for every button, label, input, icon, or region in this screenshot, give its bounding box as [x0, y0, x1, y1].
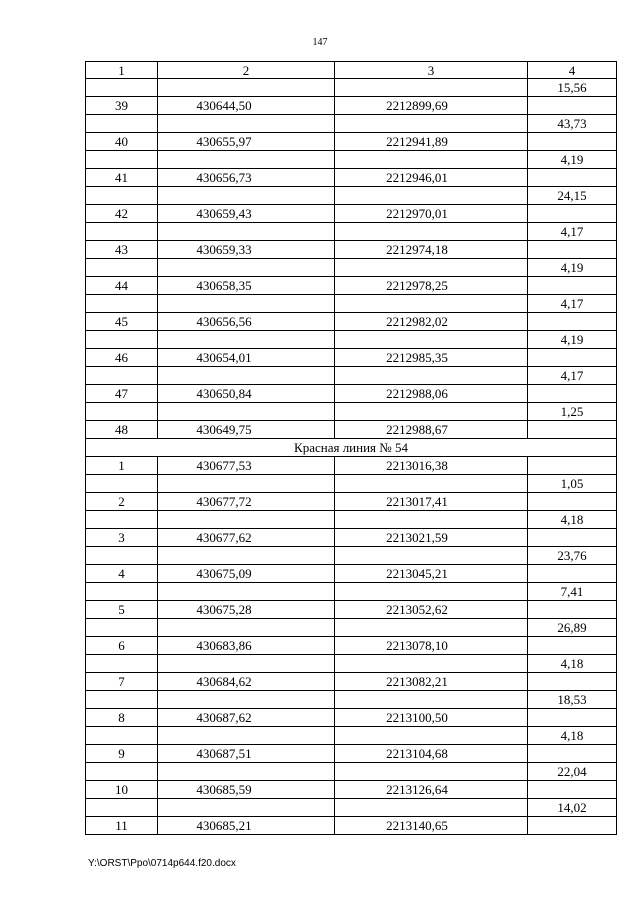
table-header-row: [86, 62, 617, 79]
empty-cell: [158, 619, 335, 637]
empty-cell: [528, 709, 617, 727]
empty-cell: [158, 403, 335, 421]
empty-cell: [528, 601, 617, 619]
y-coordinate: 2213082,21: [335, 673, 528, 691]
point-row: [86, 313, 617, 331]
column-header-y: 3: [335, 62, 528, 79]
x-coordinate: 430644,50: [158, 97, 335, 115]
empty-cell: [86, 655, 158, 673]
coordinates-table: [85, 61, 617, 835]
empty-cell: [158, 511, 335, 529]
empty-cell: [335, 511, 528, 529]
y-coordinate: 2212985,35: [335, 349, 528, 367]
empty-cell: [86, 187, 158, 205]
y-coordinate: 2213017,41: [335, 493, 528, 511]
point-row: [86, 673, 617, 691]
distance-row: [86, 475, 617, 493]
point-number: 11: [86, 817, 158, 835]
point-row: [86, 601, 617, 619]
point-number: 3: [86, 529, 158, 547]
empty-cell: [335, 619, 528, 637]
empty-cell: [86, 763, 158, 781]
segment-distance: 4,18: [528, 655, 617, 673]
empty-cell: [158, 331, 335, 349]
point-row: [86, 637, 617, 655]
empty-cell: [86, 223, 158, 241]
x-coordinate: 430649,75: [158, 421, 335, 439]
empty-cell: [158, 259, 335, 277]
point-row: [86, 709, 617, 727]
y-coordinate: 2212946,01: [335, 169, 528, 187]
y-coordinate: 2213126,64: [335, 781, 528, 799]
section-title: Красная линия № 54: [86, 439, 617, 457]
point-row: [86, 529, 617, 547]
distance-row: [86, 511, 617, 529]
x-coordinate: 430687,62: [158, 709, 335, 727]
point-row: [86, 97, 617, 115]
point-row: [86, 745, 617, 763]
segment-distance: 4,17: [528, 223, 617, 241]
footer-file-path: Y:\ORST\Ppo\0714p644.f20.docx: [88, 858, 236, 869]
point-row: [86, 457, 617, 475]
x-coordinate: 430658,35: [158, 277, 335, 295]
empty-cell: [335, 331, 528, 349]
empty-cell: [528, 97, 617, 115]
empty-cell: [335, 115, 528, 133]
distance-row: [86, 259, 617, 277]
empty-cell: [86, 367, 158, 385]
y-coordinate: 2213021,59: [335, 529, 528, 547]
y-coordinate: 2212941,89: [335, 133, 528, 151]
distance-row: [86, 799, 617, 817]
y-coordinate: 2213016,38: [335, 457, 528, 475]
x-coordinate: 430677,62: [158, 529, 335, 547]
empty-cell: [158, 187, 335, 205]
point-row: [86, 385, 617, 403]
empty-cell: [335, 79, 528, 97]
empty-cell: [86, 151, 158, 169]
y-coordinate: 2213052,62: [335, 601, 528, 619]
point-number: 40: [86, 133, 158, 151]
point-number: 42: [86, 205, 158, 223]
empty-cell: [86, 79, 158, 97]
segment-distance: 1,25: [528, 403, 617, 421]
distance-row: [86, 331, 617, 349]
point-number: 39: [86, 97, 158, 115]
y-coordinate: 2213045,21: [335, 565, 528, 583]
point-number: 45: [86, 313, 158, 331]
distance-row: [86, 727, 617, 745]
empty-cell: [335, 583, 528, 601]
x-coordinate: 430683,86: [158, 637, 335, 655]
empty-cell: [335, 151, 528, 169]
empty-cell: [528, 349, 617, 367]
segment-distance: 1,05: [528, 475, 617, 493]
point-number: 43: [86, 241, 158, 259]
segment-distance: 4,18: [528, 511, 617, 529]
empty-cell: [528, 133, 617, 151]
empty-cell: [86, 295, 158, 313]
x-coordinate: 430675,28: [158, 601, 335, 619]
y-coordinate: 2212970,01: [335, 205, 528, 223]
empty-cell: [528, 673, 617, 691]
empty-cell: [86, 691, 158, 709]
column-header-number: 1: [86, 62, 158, 79]
point-number: 48: [86, 421, 158, 439]
empty-cell: [528, 817, 617, 835]
empty-cell: [86, 511, 158, 529]
x-coordinate: 430659,33: [158, 241, 335, 259]
point-row: [86, 277, 617, 295]
y-coordinate: 2213104,68: [335, 745, 528, 763]
empty-cell: [528, 385, 617, 403]
x-coordinate: 430659,43: [158, 205, 335, 223]
y-coordinate: 2212988,67: [335, 421, 528, 439]
x-coordinate: 430684,62: [158, 673, 335, 691]
x-coordinate: 430656,56: [158, 313, 335, 331]
y-coordinate: 2212988,06: [335, 385, 528, 403]
empty-cell: [528, 205, 617, 223]
section-title-row: [86, 439, 617, 457]
segment-distance: 4,19: [528, 151, 617, 169]
empty-cell: [86, 331, 158, 349]
segment-distance: 14,02: [528, 799, 617, 817]
empty-cell: [528, 529, 617, 547]
point-number: 5: [86, 601, 158, 619]
empty-cell: [158, 151, 335, 169]
distance-row: [86, 79, 617, 97]
empty-cell: [158, 475, 335, 493]
empty-cell: [86, 259, 158, 277]
empty-cell: [158, 367, 335, 385]
point-number: 2: [86, 493, 158, 511]
distance-row: [86, 547, 617, 565]
empty-cell: [528, 169, 617, 187]
y-coordinate: 2212899,69: [335, 97, 528, 115]
segment-distance: 4,17: [528, 367, 617, 385]
point-number: 41: [86, 169, 158, 187]
segment-distance: 4,19: [528, 331, 617, 349]
empty-cell: [158, 223, 335, 241]
x-coordinate: 430685,21: [158, 817, 335, 835]
page-number: 147: [312, 37, 328, 48]
segment-distance: 4,19: [528, 259, 617, 277]
empty-cell: [528, 745, 617, 763]
x-coordinate: 430654,01: [158, 349, 335, 367]
point-row: [86, 241, 617, 259]
distance-row: [86, 583, 617, 601]
point-number: 6: [86, 637, 158, 655]
segment-distance: 4,17: [528, 295, 617, 313]
point-row: [86, 205, 617, 223]
empty-cell: [335, 295, 528, 313]
empty-cell: [158, 727, 335, 745]
x-coordinate: 430675,09: [158, 565, 335, 583]
point-number: 9: [86, 745, 158, 763]
empty-cell: [335, 475, 528, 493]
segment-distance: 23,76: [528, 547, 617, 565]
distance-row: [86, 151, 617, 169]
x-coordinate: 430677,72: [158, 493, 335, 511]
y-coordinate: 2212978,25: [335, 277, 528, 295]
empty-cell: [158, 547, 335, 565]
segment-distance: 22,04: [528, 763, 617, 781]
segment-distance: 43,73: [528, 115, 617, 133]
empty-cell: [528, 781, 617, 799]
y-coordinate: 2212974,18: [335, 241, 528, 259]
point-row: [86, 781, 617, 799]
point-number: 7: [86, 673, 158, 691]
point-number: 1: [86, 457, 158, 475]
empty-cell: [86, 547, 158, 565]
point-number: 4: [86, 565, 158, 583]
empty-cell: [158, 655, 335, 673]
empty-cell: [528, 493, 617, 511]
distance-row: [86, 763, 617, 781]
empty-cell: [528, 313, 617, 331]
distance-row: [86, 295, 617, 313]
empty-cell: [86, 403, 158, 421]
point-row: [86, 565, 617, 583]
segment-distance: 26,89: [528, 619, 617, 637]
point-row: [86, 133, 617, 151]
empty-cell: [158, 799, 335, 817]
empty-cell: [528, 421, 617, 439]
segment-distance: 4,18: [528, 727, 617, 745]
empty-cell: [528, 457, 617, 475]
segment-distance: 7,41: [528, 583, 617, 601]
empty-cell: [528, 637, 617, 655]
distance-row: [86, 403, 617, 421]
x-coordinate: 430656,73: [158, 169, 335, 187]
distance-row: [86, 619, 617, 637]
point-row: [86, 421, 617, 439]
point-number: 47: [86, 385, 158, 403]
distance-row: [86, 367, 617, 385]
point-number: 46: [86, 349, 158, 367]
segment-distance: 15,56: [528, 79, 617, 97]
y-coordinate: 2213140,65: [335, 817, 528, 835]
empty-cell: [158, 583, 335, 601]
distance-row: [86, 655, 617, 673]
point-number: 8: [86, 709, 158, 727]
y-coordinate: 2213100,50: [335, 709, 528, 727]
empty-cell: [335, 727, 528, 745]
empty-cell: [86, 799, 158, 817]
column-header-distance: 4: [528, 62, 617, 79]
distance-row: [86, 187, 617, 205]
empty-cell: [335, 691, 528, 709]
empty-cell: [528, 277, 617, 295]
x-coordinate: 430650,84: [158, 385, 335, 403]
empty-cell: [335, 367, 528, 385]
empty-cell: [86, 583, 158, 601]
empty-cell: [335, 763, 528, 781]
empty-cell: [158, 763, 335, 781]
empty-cell: [158, 295, 335, 313]
empty-cell: [335, 259, 528, 277]
point-number: 44: [86, 277, 158, 295]
empty-cell: [86, 727, 158, 745]
empty-cell: [335, 403, 528, 421]
empty-cell: [86, 115, 158, 133]
empty-cell: [158, 691, 335, 709]
distance-row: [86, 223, 617, 241]
empty-cell: [158, 79, 335, 97]
empty-cell: [86, 475, 158, 493]
empty-cell: [86, 619, 158, 637]
segment-distance: 24,15: [528, 187, 617, 205]
segment-distance: 18,53: [528, 691, 617, 709]
x-coordinate: 430685,59: [158, 781, 335, 799]
x-coordinate: 430655,97: [158, 133, 335, 151]
point-number: 10: [86, 781, 158, 799]
empty-cell: [335, 547, 528, 565]
empty-cell: [528, 565, 617, 583]
empty-cell: [158, 115, 335, 133]
distance-row: [86, 115, 617, 133]
point-row: [86, 349, 617, 367]
distance-row: [86, 691, 617, 709]
empty-cell: [528, 241, 617, 259]
empty-cell: [335, 223, 528, 241]
empty-cell: [335, 655, 528, 673]
empty-cell: [335, 799, 528, 817]
x-coordinate: 430687,51: [158, 745, 335, 763]
empty-cell: [335, 187, 528, 205]
x-coordinate: 430677,53: [158, 457, 335, 475]
point-row: [86, 817, 617, 835]
column-header-x: 2: [158, 62, 335, 79]
point-row: [86, 169, 617, 187]
point-row: [86, 493, 617, 511]
coordinates-table-body: [86, 62, 617, 835]
y-coordinate: 2212982,02: [335, 313, 528, 331]
y-coordinate: 2213078,10: [335, 637, 528, 655]
